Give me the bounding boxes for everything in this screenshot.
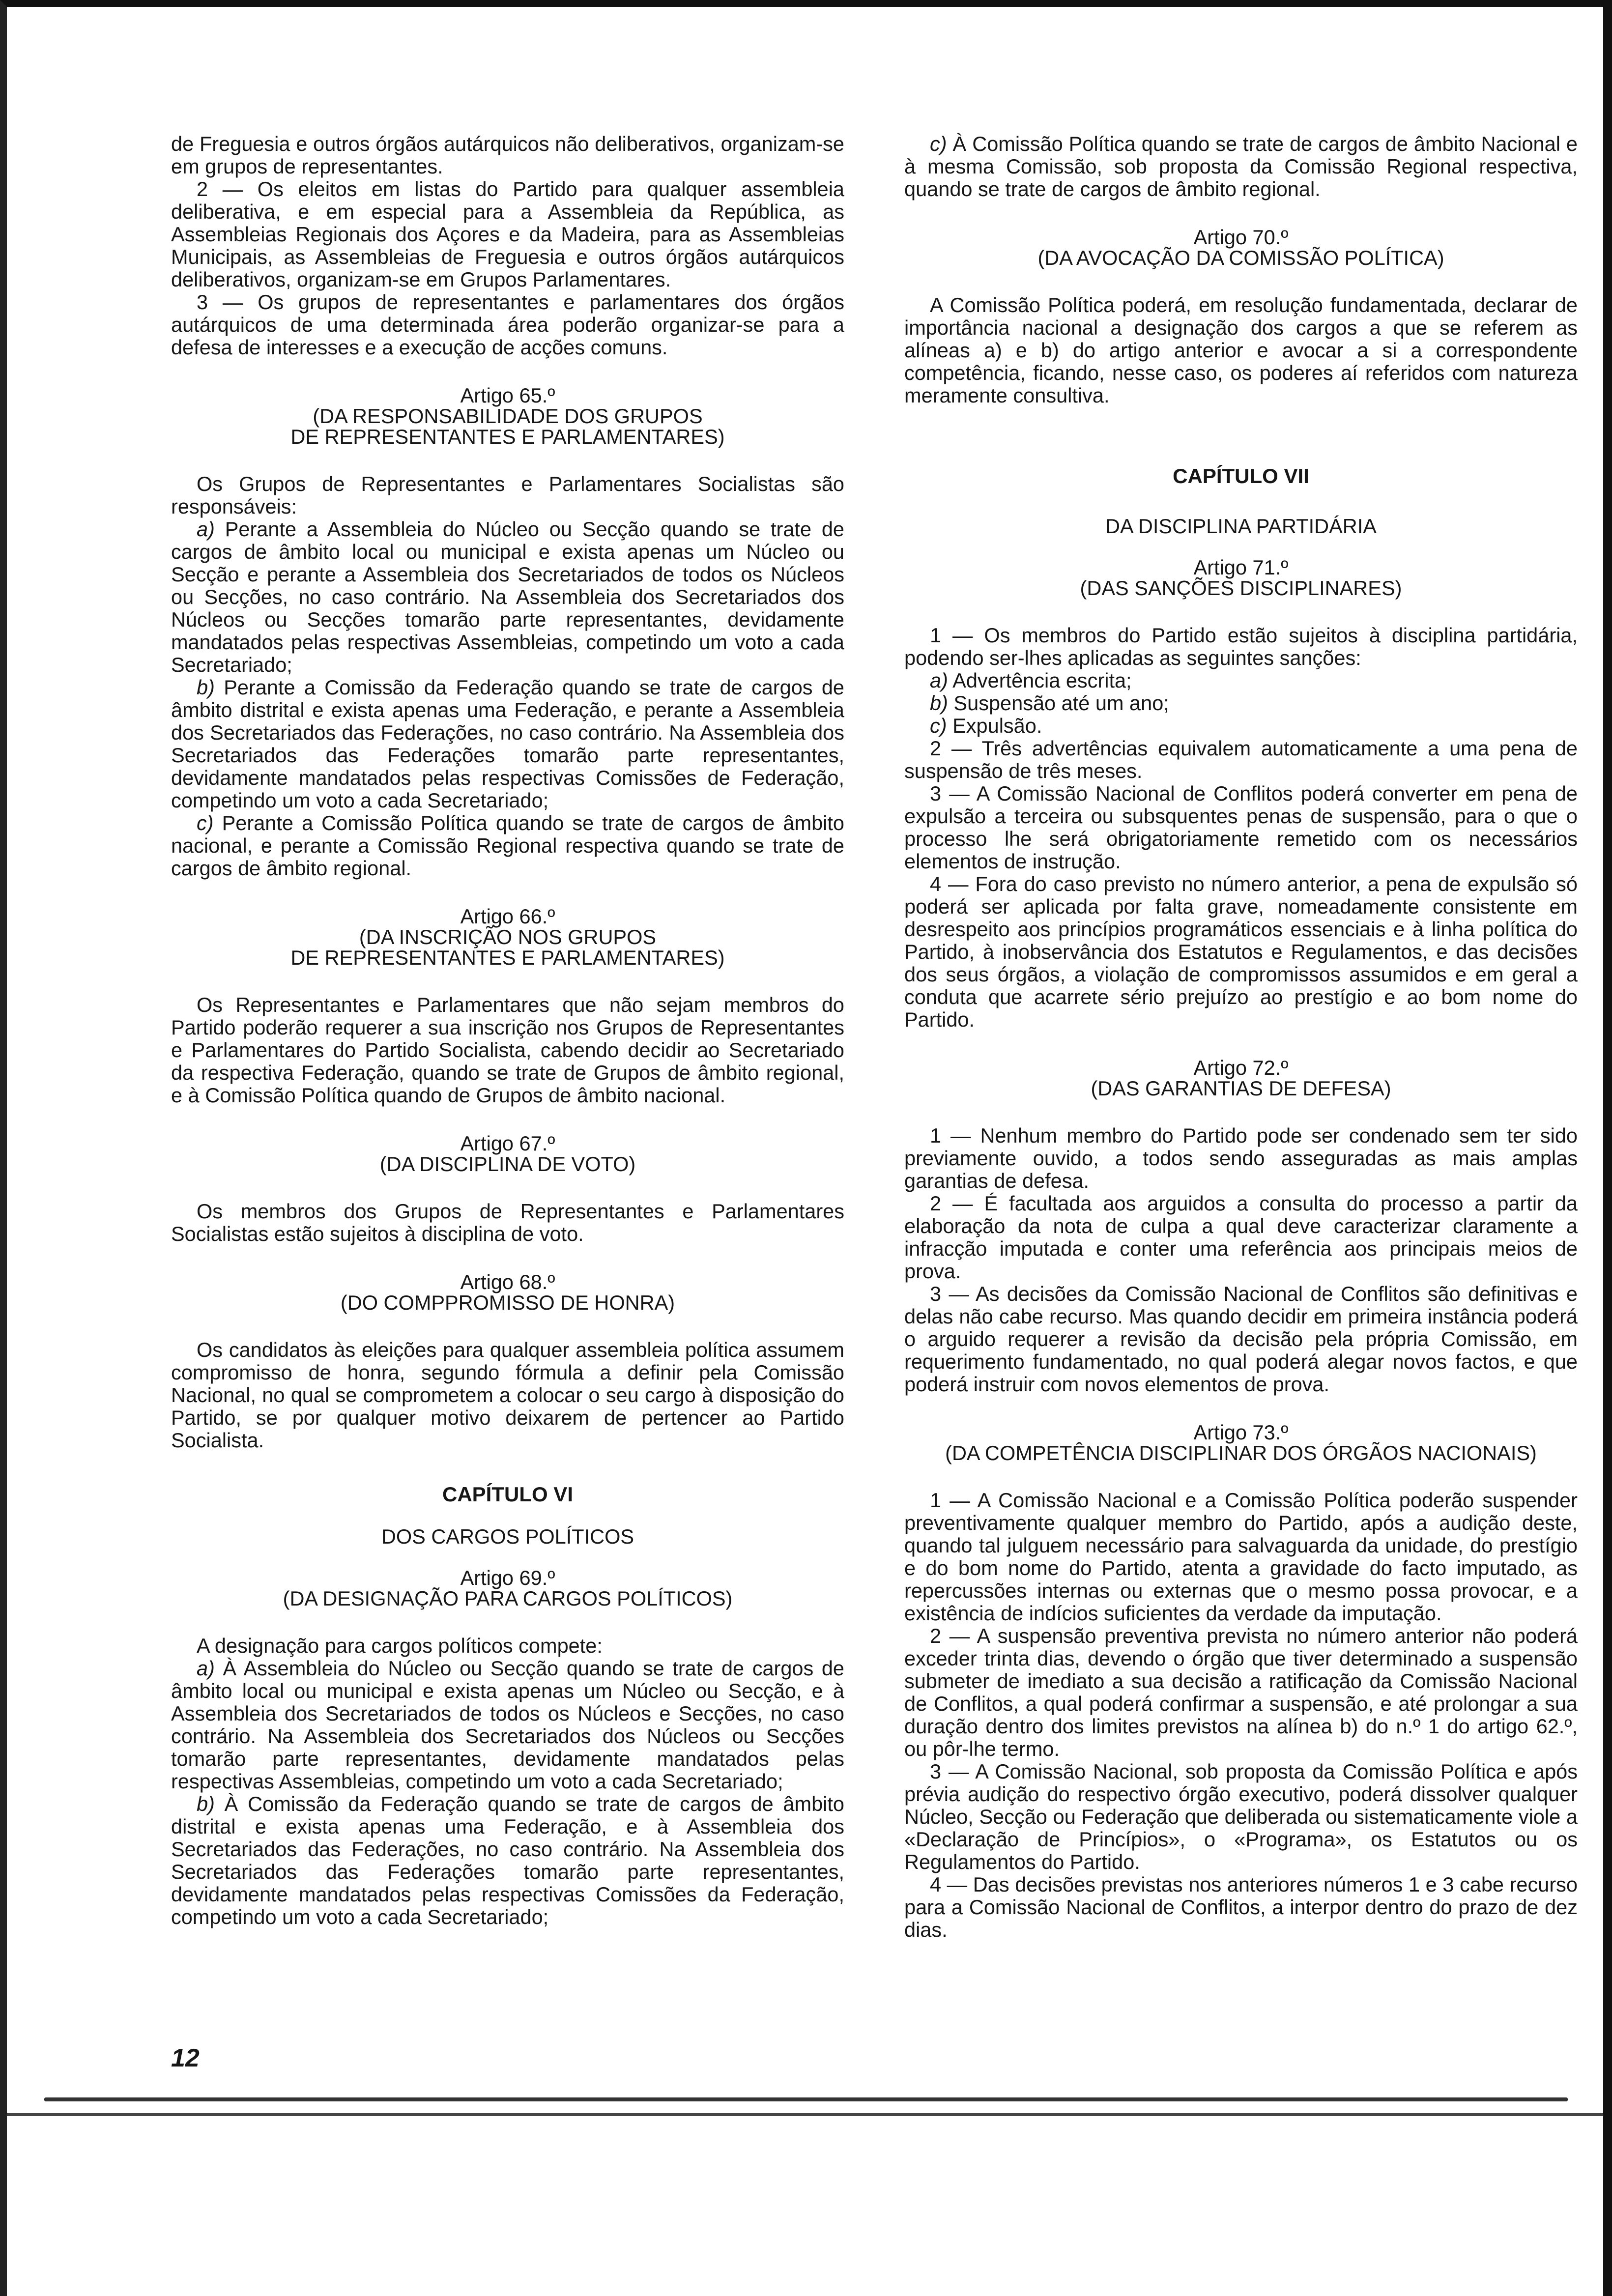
article-title: Artigo 70.º (1193, 226, 1289, 249)
list-item (171, 1657, 844, 1793)
item-label: b) (197, 1792, 215, 1815)
item-label: a) (197, 1657, 215, 1680)
article-title: Artigo 73.º (1193, 1421, 1289, 1444)
item-label: b) (930, 691, 948, 715)
list-item (904, 133, 1578, 201)
paragraph: Os Grupos de Representantes e Parlamentares Socialistas são responsáveis: (171, 472, 844, 518)
list-item (171, 676, 844, 812)
item-label: c) (197, 811, 214, 834)
article-subtitle: DE REPRESENTANTES E PARLAMENTARES) (290, 425, 725, 448)
page-number: 12 (171, 2044, 200, 2072)
item-label: a) (197, 517, 215, 541)
article-title: Artigo 69.º (460, 1566, 555, 1589)
item-text: Perante a Comissão Política quando se trate de cargos de âmbito nacional, e perante a Comissão Regional respectiva quando se trate de cargos de âmbito regional. (171, 811, 844, 880)
list-item (171, 1793, 844, 1928)
article-71-heading (904, 557, 1578, 599)
paragraph: 3 — Os grupos de representantes e parlamentares dos órgãos autárquicos de uma determinada área poderão organizar-se para a defesa de interesses e a execução de acções comuns. (171, 290, 844, 359)
article-subtitle: (DO COMPPROMISSO DE HONRA) (340, 1291, 675, 1314)
item-label: a) (930, 669, 948, 692)
bottom-rule (44, 2097, 1568, 2101)
article-title: Artigo 72.º (1193, 1056, 1289, 1079)
paragraph: 2 — Três advertências equivalem automaticamente a uma pena de suspensão de três meses. (904, 737, 1578, 782)
item-text: À Comissão Política quando se trate de cargos de âmbito Nacional e à mesma Comissão, sob proposta da Comissão Regional respectiva, quando se trate de cargos de âmbito regional. (904, 132, 1578, 201)
list-item (904, 669, 1578, 692)
item-label: b) (197, 676, 215, 699)
paragraph: 3 — A Comissão Nacional de Conflitos poderá converter em pena de expulsão a terceira ou subsquentes penas de suspensão, para o que o processo lhe será obrigatoriamente remetido com os necessários elementos de instrução. (904, 782, 1578, 873)
paragraph: 3 — As decisões da Comissão Nacional de Conflitos são definitivas e delas não cabe recurso. Mas quando decidir em primeira instância poderá o arguido requerer a revisão da decisão pela própria Comissão, em requerimento fundamentado, no qual poderá alegar novos factos, e que poderá instruir com novos elementos de prova. (904, 1282, 1578, 1396)
article-subtitle: (DA INSCRIÇÃO NOS GRUPOS (359, 925, 657, 948)
article-subtitle: (DA DESIGNAÇÃO PARA CARGOS POLÍTICOS) (283, 1587, 733, 1610)
paragraph: 2 — Os eleitos em listas do Partido para qualquer assembleia deliberativa, e em especial para a Assembleia da República, as Assembleias Regionais dos Açores e da Madeira, para as Assembleias Municipais, as Assembleias de Freguesia e outros órgãos autárquicos deliberativos, organizam-se em Grupos Parlamentares. (171, 177, 844, 291)
paragraph: 1 — A Comissão Nacional e a Comissão Política poderão suspender preventivamente qualquer membro do Partido, após a audição deste, quando tal julguem necessário para salvaguarda da unidade, do prestígio e do bom nome do Partido, atenta a gravidade do facto imputado, as repercussões internas ou externas que o mesmo possa provocar, e a existência de indícios suficientes da verdade da imputação. (904, 1489, 1578, 1625)
article-title: Artigo 71.º (1193, 556, 1289, 579)
item-text: À Assembleia do Núcleo ou Secção quando se trate de cargos de âmbito local ou municipal e exista apenas um Núcleo ou Secção, e à Assembleia dos Secretariados de todos os Núcleos e Secções, no caso contrário. Na Assembleia dos Secretariados dos Núcleos ou Secções tomarão parte representantes, devidamente mandatados pelas respectivas Assembleias, competindo um voto a cada Secretariado; (171, 1657, 844, 1793)
paragraph: 3 — A Comissão Nacional, sob proposta da Comissão Política e após prévia audição do respectivo órgão executivo, poderá dissolver qualquer Núcleo, Secção ou Federação que deliberada ou sistematicamente viole a «Declaração de Princípios», o «Programa», os Estatutos ou os Regulamentos do Partido. (904, 1760, 1578, 1873)
paragraph: Os Representantes e Parlamentares que não sejam membros do Partido poderão requerer a sua inscrição nos Grupos de Representantes e Parlamentares do Partido Socialista, cabendo decidir ao Secretariado da respectiva Federação, quando se trate de Grupos de âmbito regional, e à Comissão Política quando de Grupos de âmbito nacional. (171, 993, 844, 1107)
item-label: c) (930, 132, 947, 155)
article-70-heading (904, 227, 1578, 268)
item-text: Advertência escrita; (948, 669, 1132, 692)
right-column (904, 133, 1578, 1941)
chapter-subtitle: DA DISCIPLINA PARTIDÁRIA (1105, 515, 1377, 538)
left-column (171, 133, 844, 1928)
article-65-heading (171, 385, 844, 447)
article-subtitle: DE REPRESENTANTES E PARLAMENTARES) (290, 946, 725, 969)
article-title: Artigo 65.º (460, 384, 555, 407)
item-text: Perante a Comissão da Federação quando se trate de cargos de âmbito distrital e exista apenas uma Federação, e perante a Assembleia dos Secretariados das Federações, no caso contrário. Na Assembleia dos Secretariados das Federações tomarão parte representantes, devidamente mandatados pelas respectivas Comissões de Federação, competindo um voto a cada Secretariado; (171, 676, 844, 812)
article-subtitle: (DAS GARANTIAS DE DEFESA) (1091, 1077, 1391, 1100)
article-subtitle: (DA COMPETÊNCIA DISCIPLINAR DOS ÓRGÃOS NACIONAIS) (945, 1441, 1537, 1464)
chapter-title: CAPÍTULO VI (442, 1483, 573, 1506)
item-text: Perante a Assembleia do Núcleo ou Secção quando se trate de cargos de âmbito local ou municipal e exista apenas um Núcleo ou Secção e perante a Assembleia dos Secretariados de todos os Núcleos ou Secções, no caso contrário. Na Assembleia dos Secretariados dos Núcleos ou Secções tomarão parte representantes, devidamente mandatados pelas respectivas Assembleias, competindo um voto a cada Secretariado; (171, 517, 844, 676)
list-item (904, 692, 1578, 715)
item-label: c) (930, 714, 947, 737)
paragraph: A designação para cargos políticos compete: (197, 1634, 603, 1657)
list-item (904, 715, 1578, 737)
item-text: Suspensão até um ano; (948, 691, 1169, 715)
item-text: À Comissão da Federação quando se trate de cargos de âmbito distrital e exista apenas uma Federação, e à Assembleia dos Secretariados das Federações, no caso contrário. Na Assembleia dos Secretariados das Federações tomarão parte representantes, devidamente mandatados pelas respectivas Comissões da Federação, competindo um voto a cada Secretariado; (171, 1792, 844, 1928)
article-68-heading (171, 1272, 844, 1313)
paragraph: 2 — É facultada aos arguidos a consulta do processo a partir da elaboração da nota de culpa a qual deve caracterizar claramente a infracção imputada e conter uma referência aos principais meios de prova. (904, 1192, 1578, 1283)
bottom-edge-rule (7, 2113, 1603, 2116)
paragraph: 4 — Fora do caso previsto no número anterior, a pena de expulsão só poderá ser aplicada por falta grave, nomeadamente consistente em desrespeito aos princípios programáticos essenciais e à linha política do Partido, à inobservância dos Estatutos e Regulamentos, e das decisões dos seus órgãos, a violação de compromissos assumidos e em geral a conduta que acarrete sério prejuízo ao prestígio e ao bom nome do Partido. (904, 872, 1578, 1031)
chapter-subtitle: DOS CARGOS POLÍTICOS (381, 1525, 634, 1548)
paragraph: 1 — Os membros do Partido estão sujeitos à disciplina partidária, podendo ser-lhes aplicadas as seguintes sanções: (904, 624, 1578, 669)
article-73-heading (904, 1422, 1578, 1464)
article-66-heading (171, 906, 844, 968)
list-item (171, 812, 844, 880)
article-subtitle: (DA RESPONSABILIDADE DOS GRUPOS (313, 404, 703, 428)
article-title: Artigo 67.º (460, 1132, 555, 1155)
paragraph: A Comissão Política poderá, em resolução fundamentada, declarar de importância nacional a designação dos cargos a que se referem as alíneas a) e b) do artigo anterior e avocar a si a correspondente competência, ficando, nesse caso, os poderes aí referidos com natureza meramente consultiva. (904, 293, 1578, 407)
paragraph: Os candidatos às eleições para qualquer assembleia política assumem compromisso de honra, segundo fórmula a definir pela Comissão Nacional, no qual se comprometem a colocar o seu cargo à disposição do Partido, se por qualquer motivo deixarem de pertencer ao Partido Socialista. (171, 1338, 844, 1452)
item-text: Expulsão. (947, 714, 1042, 737)
paragraph: 2 — A suspensão preventiva prevista no número anterior não poderá exceder trinta dias, devendo o órgão que tiver determinado a suspensão submeter de imediato a sua decisão a ratificação da Comissão Nacional de Conflitos, a qual poderá confirmar a suspensão, e até prolongar a sua duração dentro dos limites previstos na alínea b) do n.º 1 do artigo 62.º, ou pôr-lhe termo. (904, 1624, 1578, 1760)
article-72-heading (904, 1058, 1578, 1099)
article-67-heading (171, 1133, 844, 1175)
article-subtitle: (DAS SANÇÕES DISCIPLINARES) (1080, 576, 1402, 600)
article-subtitle: (DA AVOCAÇÃO DA COMISSÃO POLÍTICA) (1037, 246, 1444, 269)
article-title: Artigo 66.º (460, 905, 555, 928)
article-69-heading (171, 1568, 844, 1609)
paragraph: 4 — Das decisões previstas nos anteriores números 1 e 3 cabe recurso para a Comissão Nacional de Conflitos, a interpor dentro do prazo de dez dias. (904, 1873, 1578, 1941)
paragraph: Os membros dos Grupos de Representantes e Parlamentares Socialistas estão sujeitos à disciplina de voto. (171, 1200, 844, 1245)
list-item (171, 518, 844, 676)
article-subtitle: (DA DISCIPLINA DE VOTO) (379, 1152, 636, 1176)
paragraph: de Freguesia e outros órgãos autárquicos não deliberativos, organizam-se em grupos de representantes. (171, 132, 844, 178)
paragraph: 1 — Nenhum membro do Partido pode ser condenado sem ter sido previamente ouvido, a todos sendo asseguradas as mais amplas garantias de defesa. (904, 1124, 1578, 1192)
chapter-title: CAPÍTULO VII (1173, 464, 1309, 488)
article-title: Artigo 68.º (460, 1270, 555, 1293)
